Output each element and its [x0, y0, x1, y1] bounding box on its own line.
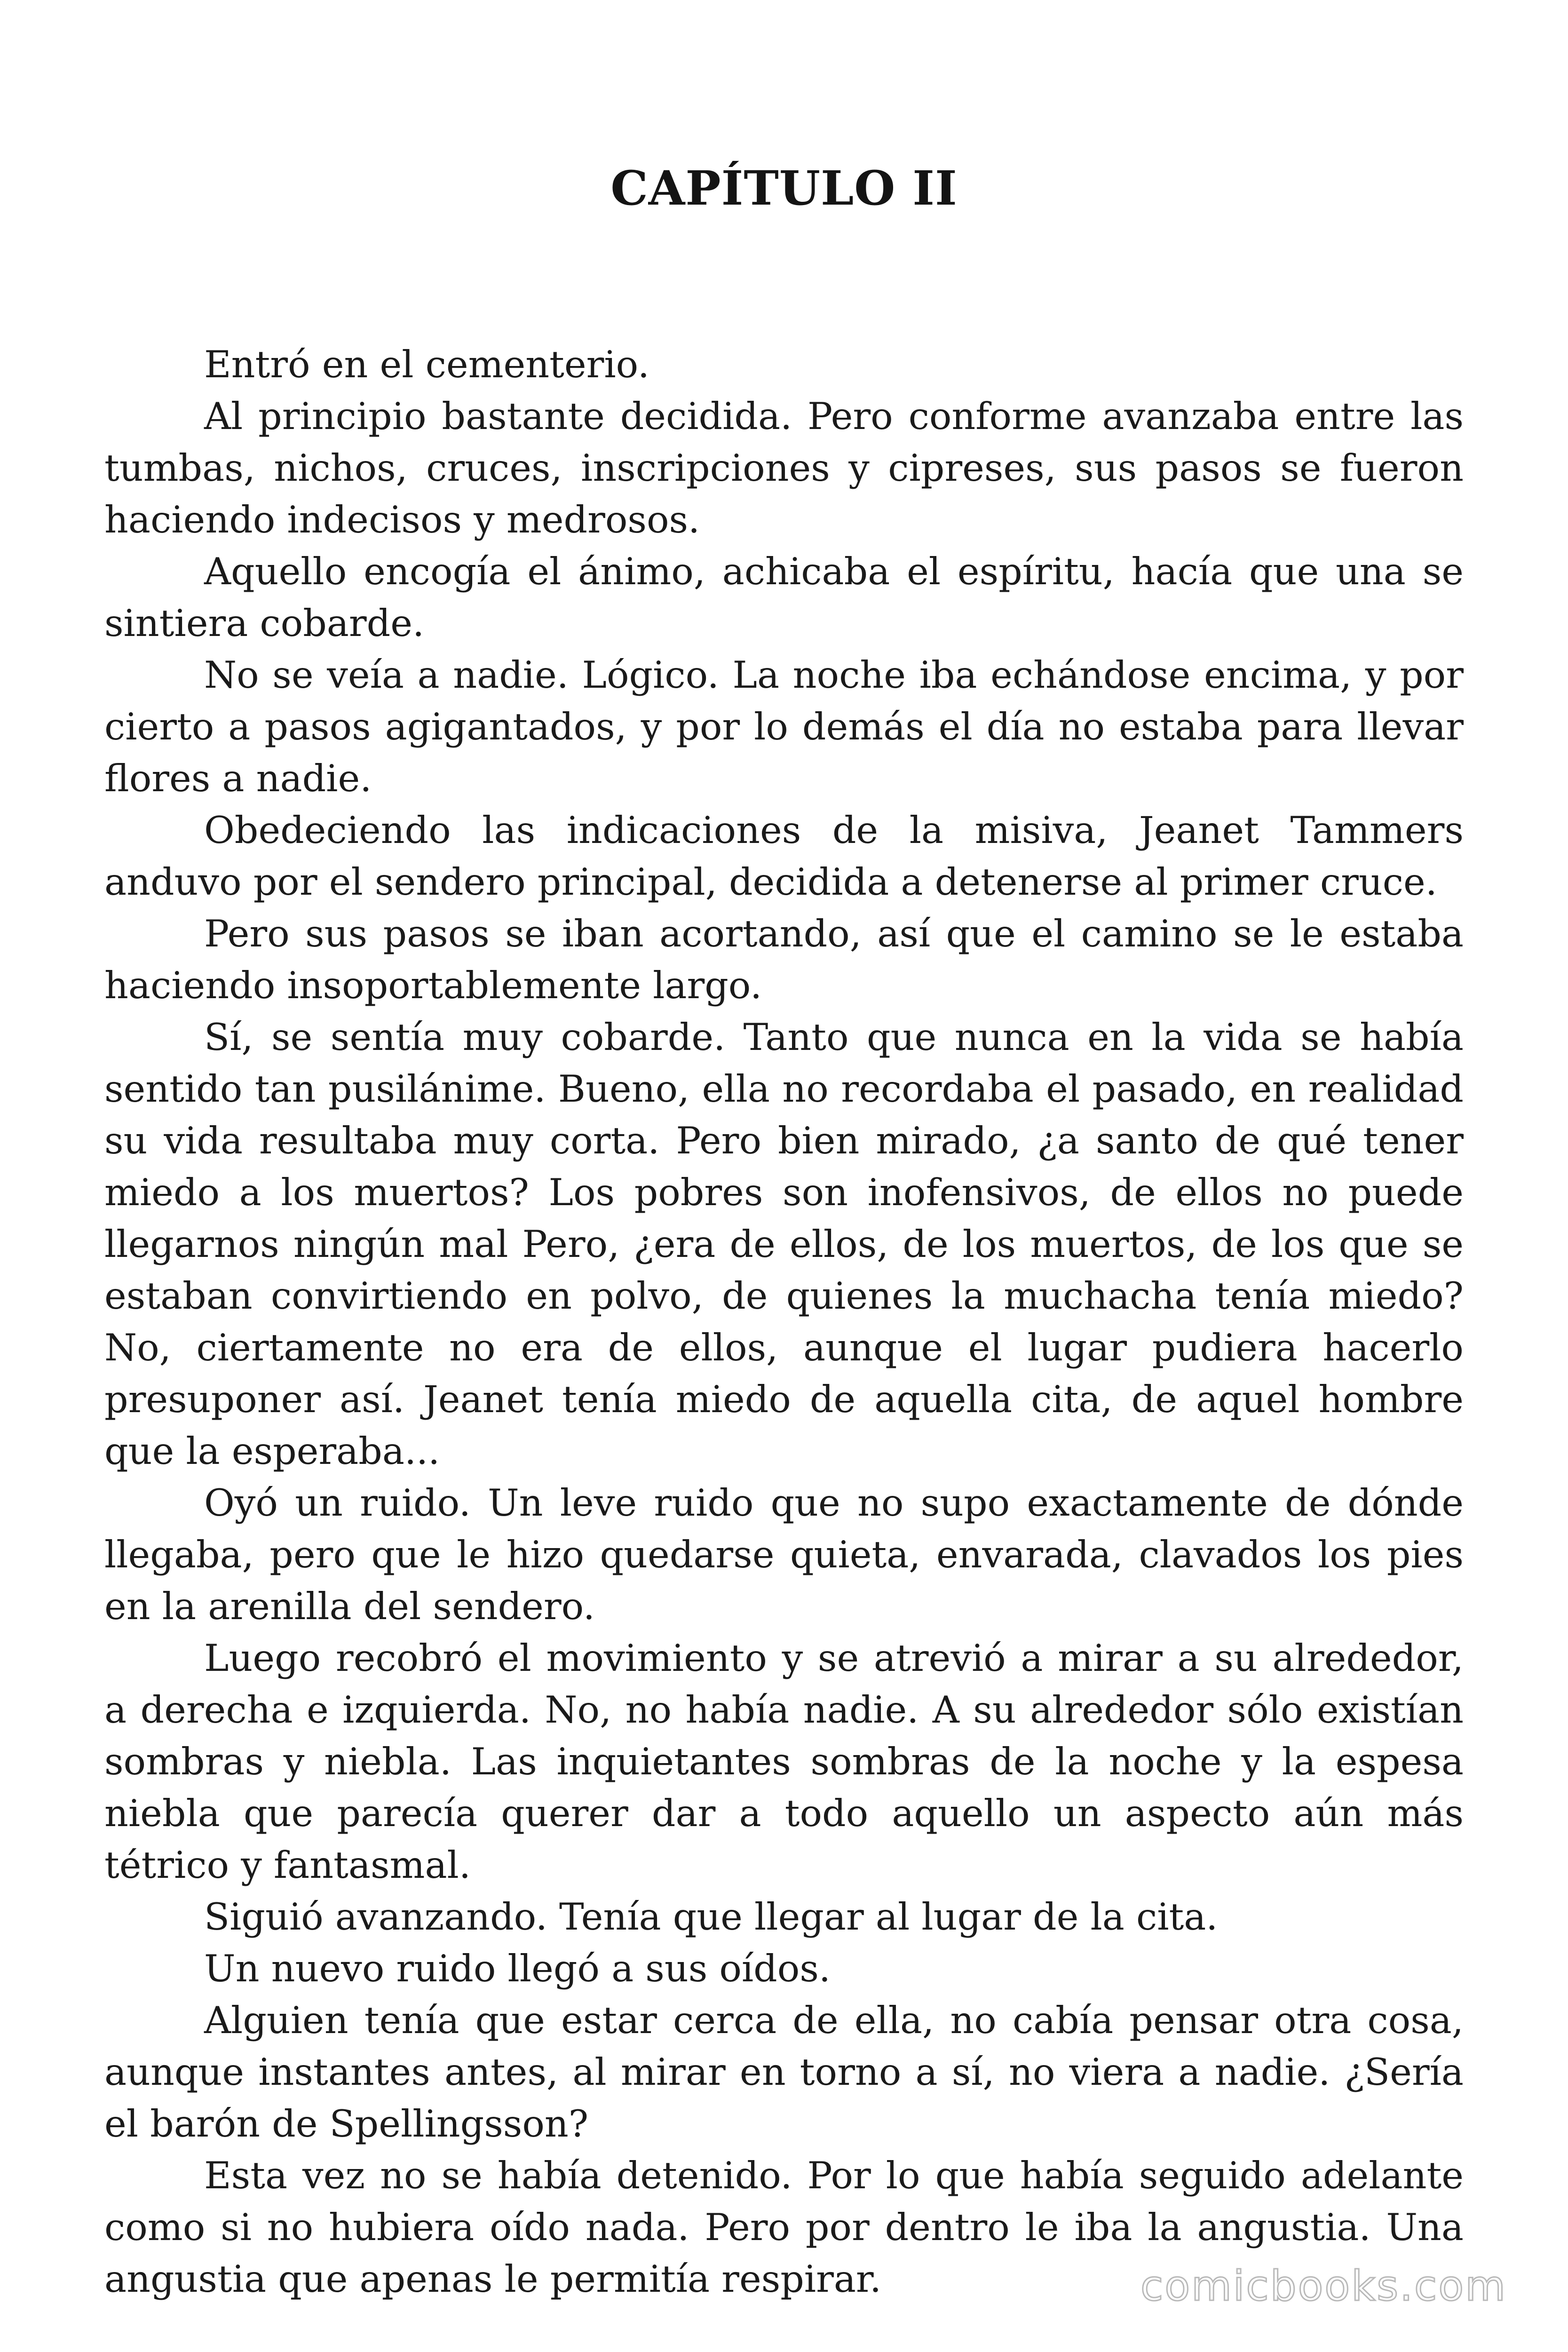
paragraph: Siguió avanzando. Tenía que llegar al lugar de la cita. [204, 1895, 1218, 1939]
paragraph: Aquello encogía el ánimo, achicaba el espíritu, hacía que una se sintiera cobarde. [104, 550, 1464, 645]
paragraph: Obedeciendo las indicaciones de la misiva, Jeanet Tammers anduvo por el sendero principal, decidida a detenerse al primer cruce. [104, 809, 1464, 904]
paragraph: Alguien tenía que estar cerca de ella, no cabía pensar otra cosa, aunque instantes antes, al mirar en torno a sí, no viera a nadie. ¿Sería el barón de Spellingsson? [104, 1999, 1464, 2145]
paragraph: Esta vez no se había detenido. Por lo que había seguido adelante como si no hubiera oído nada. Pero por dentro le iba la angustia. Una angustia que apenas le permitía respirar. [104, 2154, 1464, 2301]
chapter-body [104, 339, 1464, 2305]
paragraph: Luego recobró el movimiento y se atrevió a mirar a su alrededor, a derecha e izquierda. No, no había nadie. A su alrededor sólo existían sombras y niebla. Las inquietantes sombras de la noche y la espesa niebla que parecía querer dar a todo aquello un aspecto aún más tétrico y fantasmal. [104, 1637, 1464, 1887]
paragraph: Sí, se sentía muy cobarde. Tanto que nunca en la vida se había sentido tan pusilánime. Bueno, ella no recordaba el pasado, en realidad su vida resultaba muy corta. Pero bien mirado, ¿a santo de qué tener miedo a los muertos? Los pobres son inofensivos, de ellos no puede llegarnos ningún mal Pero, ¿era de ellos, de los muertos, de los que se estaban convirtiendo en polvo, de quienes la muchacha tenía miedo? No, ciertamente no era de ellos, aunque el lugar pudiera hacerlo presuponer así. Jeanet tenía miedo de aquella cita, de aquel hombre que la esperaba... [104, 1016, 1464, 1473]
watermark: comicbooks.com [1140, 2262, 1507, 2310]
paragraph: Oyó un ruido. Un leve ruido que no supo exactamente de dónde llegaba, pero que le hizo quedarse quieta, envarada, clavados los pies en la arenilla del sendero. [104, 1481, 1464, 1628]
paragraph: Un nuevo ruido llegó a sus oídos. [204, 1947, 831, 1990]
paragraph: Entró en el cementerio. [204, 343, 649, 386]
chapter-title: CAPÍTULO II [610, 160, 958, 216]
paragraph: Pero sus pasos se iban acortando, así que el camino se le estaba haciendo insoportablemente largo. [104, 912, 1464, 1007]
paragraph: Al principio bastante decidida. Pero conforme avanzaba entre las tumbas, nichos, cruces, inscripciones y cipreses, sus pasos se fueron haciendo indecisos y medrosos. [104, 395, 1464, 541]
paragraph: No se veía a nadie. Lógico. La noche iba echándose encima, y por cierto a pasos agigantados, y por lo demás el día no estaba para llevar flores a nadie. [104, 653, 1464, 800]
